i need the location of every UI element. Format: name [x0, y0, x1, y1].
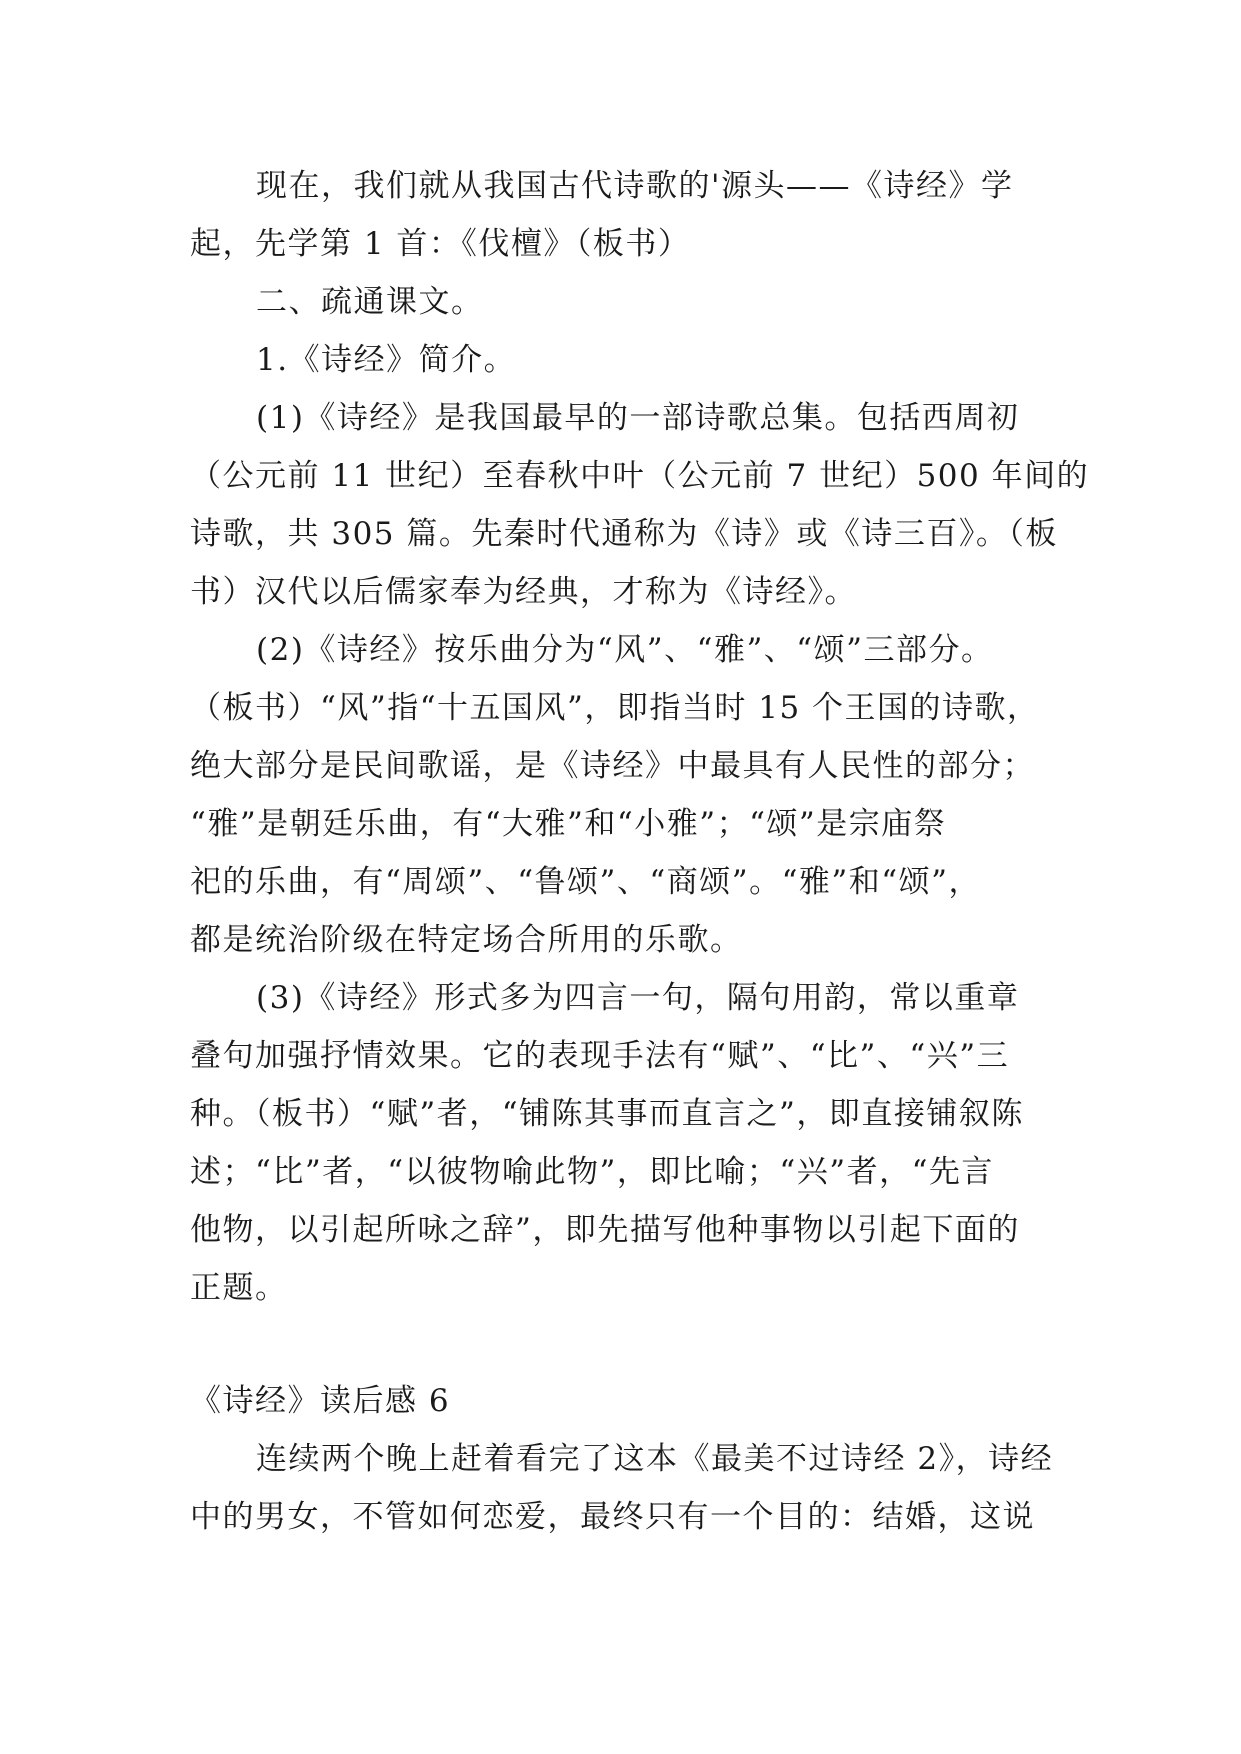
paragraph-line: 中的男女，不管如何恋爱，最终只有一个目的：结婚，这说 — [190, 1499, 1035, 1535]
paragraph-line: 种。（板书）“赋”者，“铺陈其事而直言之”，即直接铺叙陈 — [190, 1096, 1024, 1132]
paragraph-line: (2)《诗经》按乐曲分为“风”、“雅”、“颂”三部分。 — [256, 632, 994, 668]
paragraph-line: 述；“比”者，“以彼物喻此物”，即比喻；“兴”者，“先言 — [190, 1154, 994, 1190]
paragraph-line: 叠句加强抒情效果。它的表现手法有“赋”、“比”、“兴”三 — [190, 1038, 1010, 1074]
paragraph-line: （板书）“风”指“十五国风”，即指当时 15 个王国的诗歌， — [190, 690, 1040, 726]
section-2-body — [190, 1430, 1060, 1546]
paragraph-line: 现在，我们就从我国古代诗歌的'源头——《诗经》学 — [256, 168, 1014, 204]
subsection-heading-line: 1.《诗经》简介。 — [256, 342, 517, 378]
paragraph-line: 诗歌，共 305 篇。先秦时代通称为《诗》或《诗三百》。（板 — [190, 516, 1058, 552]
paragraph-line: 连续两个晚上赶着看完了这本《最美不过诗经 2》，诗经 — [256, 1441, 1054, 1477]
paragraph-line: （公元前 11 世纪）至春秋中叶（公元前 7 世纪）500 年间的 — [190, 458, 1090, 494]
paragraph-line: 绝大部分是民间歌谣，是《诗经》中最具有人民性的部分； — [190, 748, 1035, 784]
paragraph-line: 祀的乐曲，有“周颂”、“鲁颂”、“商颂”。“雅”和“颂”， — [190, 864, 981, 900]
paragraph-line: 他物，以引起所咏之辞”，即先描写他种事物以引起下面的 — [190, 1212, 1020, 1248]
paragraph-line: 正题。 — [190, 1270, 288, 1306]
section-1-body — [190, 157, 1090, 1317]
paragraph-line: 都是统治阶级在特定场合所用的乐歌。 — [190, 922, 743, 958]
paragraph-line: (1)《诗经》是我国最早的一部诗歌总集。包括西周初 — [256, 400, 1020, 436]
paragraph-line: 书）汉代以后儒家奉为经典，才称为《诗经》。 — [190, 574, 857, 610]
paragraph-line: 起，先学第 1 首：《伐檀》（板书） — [190, 226, 691, 262]
section-2-title: 《诗经》读后感 6 — [190, 1383, 451, 1419]
paragraph-line: “雅”是朝廷乐曲，有“大雅”和“小雅”；“颂”是宗庙祭 — [190, 806, 947, 842]
paragraph-line: (3)《诗经》形式多为四言一句，隔句用韵，常以重章 — [256, 980, 1020, 1016]
section-heading-line: 二、疏通课文。 — [256, 284, 484, 320]
